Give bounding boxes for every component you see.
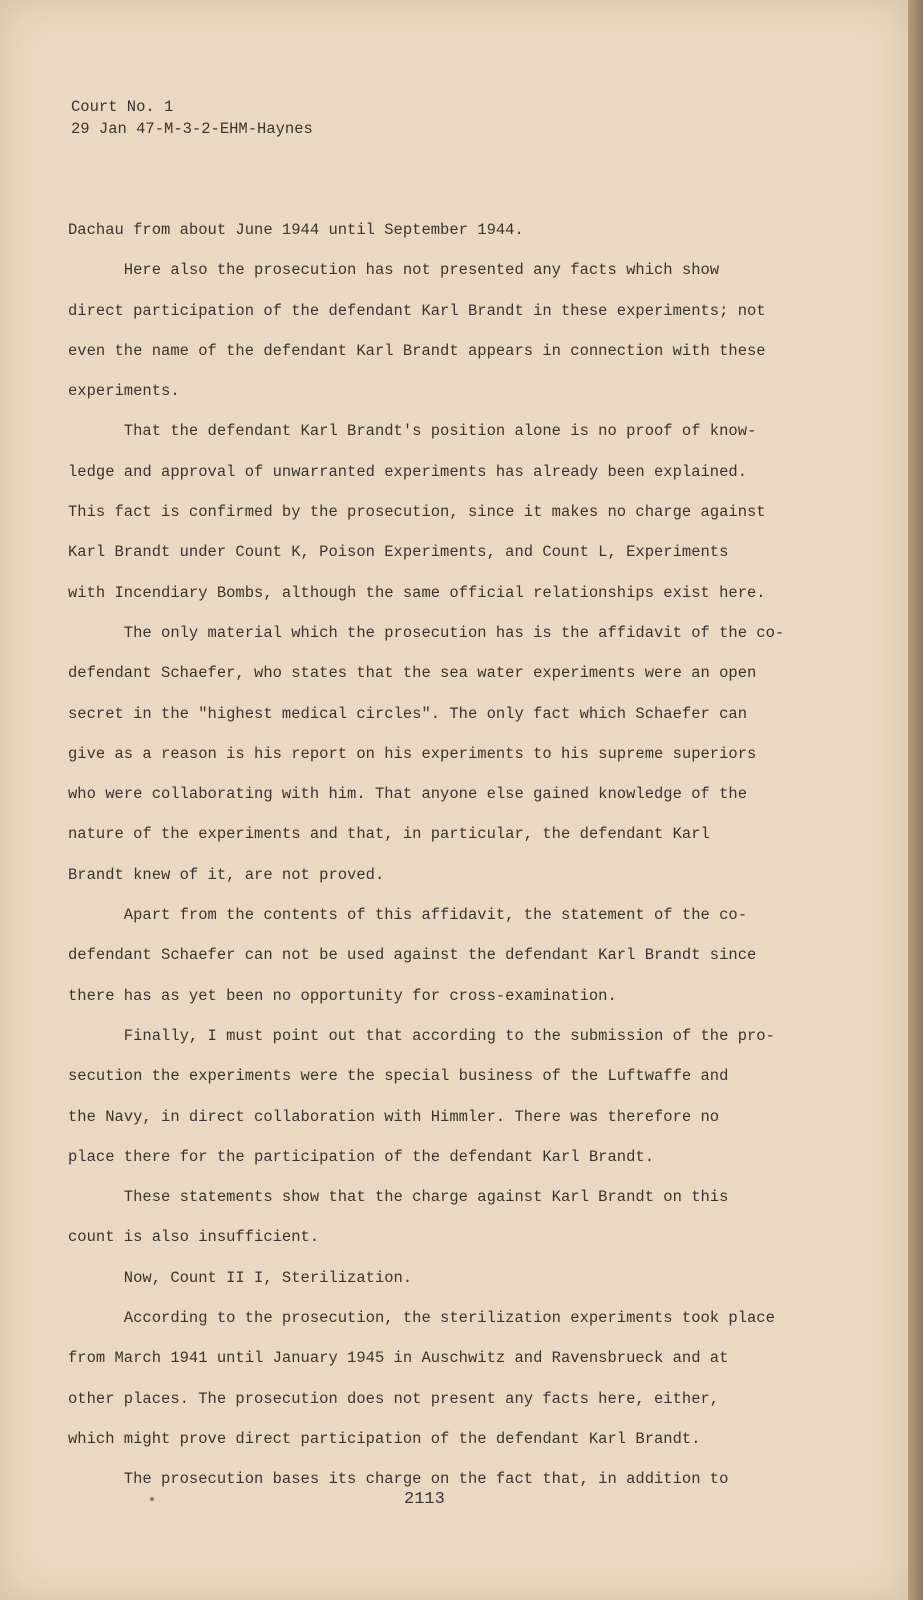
text-line: there has as yet been no opportunity for cross-examination.	[68, 986, 617, 1005]
text-line: defendant Schaefer, who states that the sea water experiments were an open	[68, 664, 757, 683]
text-line: which might prove direct participation of the defendant Karl Brandt.	[68, 1429, 701, 1448]
text-line: Now, Count II I, Sterilization.	[68, 1268, 413, 1287]
text-line: secret in the "highest medical circles". The only fact which Schaefer can	[68, 704, 748, 723]
text-line: Finally, I must point out that according to the submission of the pro-	[68, 1026, 775, 1045]
document-header	[71, 96, 313, 140]
text-line: The prosecution bases its charge on the fact that, in addition to	[68, 1470, 729, 1489]
text-line: Here also the prosecution has not presented any facts which show	[68, 261, 720, 280]
page-number: 2113	[404, 1490, 445, 1509]
text-line: That the defendant Karl Brandt's position alone is no proof of know-	[68, 422, 757, 441]
text-line: experiments.	[68, 382, 180, 401]
text-line: who were collaborating with him. That anyone else gained knowledge of the	[68, 785, 748, 804]
text-line: give as a reason is his report on his experiments to his supreme superiors	[68, 744, 757, 763]
body-text	[68, 210, 838, 1500]
text-line: direct participation of the defendant Karl Brandt in these experiments; not	[68, 301, 766, 320]
text-line: This fact is confirmed by the prosecution, since it makes no charge against	[68, 503, 766, 522]
text-line: Karl Brandt under Count K, Poison Experiments, and Count L, Experiments	[68, 543, 729, 562]
text-line: Dachau from about June 1944 until September 1944.	[68, 221, 524, 239]
text-line: These statements show that the charge against Karl Brandt on this	[68, 1188, 729, 1207]
text-line: other places. The prosecution does not present any facts here, either,	[68, 1389, 720, 1408]
paper-speck	[150, 1497, 154, 1501]
text-line: Brandt knew of it, are not proved.	[68, 865, 385, 884]
text-line: defendant Schaefer can not be used against the defendant Karl Brandt since	[68, 946, 757, 965]
text-line: even the name of the defendant Karl Brandt appears in connection with these	[68, 341, 766, 360]
text-line: Apart from the contents of this affidavit, the statement of the co-	[68, 906, 748, 925]
text-line: According to the prosecution, the sterilization experiments took place	[68, 1309, 775, 1328]
court-number: Court No. 1	[71, 98, 174, 116]
session-code: 29 Jan 47-M-3-2-EHM-Haynes	[71, 120, 313, 138]
text-line: ledge and approval of unwarranted experiments has already been explained.	[68, 462, 748, 481]
text-line: place there for the participation of the defendant Karl Brandt.	[68, 1147, 654, 1166]
text-line: the Navy, in direct collaboration with Himmler. There was therefore no	[68, 1107, 720, 1126]
text-line: count is also insufficient.	[68, 1228, 320, 1247]
text-line: with Incendiary Bombs, although the same official relationships exist here.	[68, 583, 766, 602]
text-line: from March 1941 until January 1945 in Auschwitz and Ravensbrueck and at	[68, 1349, 729, 1368]
text-line: The only material which the prosecution has is the affidavit of the co-	[68, 623, 785, 642]
text-line: secution the experiments were the special business of the Luftwaffe and	[68, 1067, 729, 1086]
page-edge	[908, 0, 923, 1600]
text-line: nature of the experiments and that, in particular, the defendant Karl	[68, 825, 710, 844]
